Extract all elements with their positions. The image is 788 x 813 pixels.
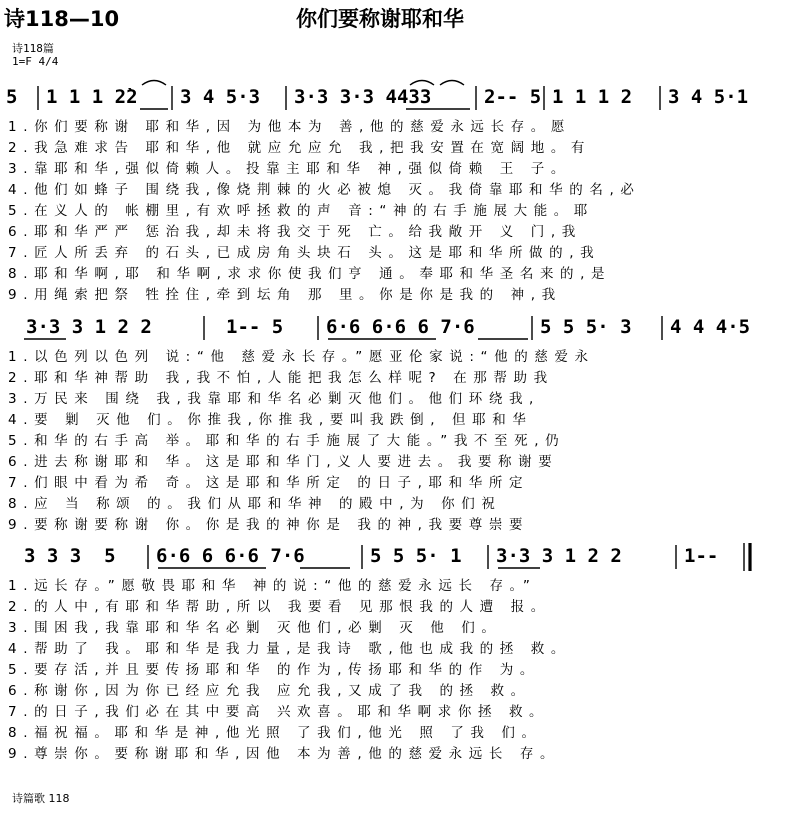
lyric-line: 1.以色列以色列 说:“他 慈爱永长存。”愿亚伦家说:“他的慈爱永 bbox=[8, 349, 595, 365]
measure: 3·3 3 1 2 2 bbox=[26, 316, 152, 338]
lyric-line: 5.和华的右手高 举。耶和华的右手施展了大能。”我不至死,仍 bbox=[8, 433, 566, 449]
lyric-line: 4.要 剿 灭他 们。你推我,你推我,要叫我跌倒, 但耶和华 bbox=[8, 412, 533, 428]
lyric-line: 1.远长存。”愿敬畏耶和华 神的说:“他的慈爱永远长 存。” bbox=[8, 578, 537, 594]
tie-mark bbox=[410, 81, 434, 86]
measure: 1 1 1 2̀2 bbox=[46, 86, 138, 108]
lyric-line: 9.要称谢要称谢 你。你是我的神你是 我的神,我要尊崇要 bbox=[8, 517, 530, 533]
key-signature: 1=F 4/4 bbox=[12, 55, 59, 68]
tie-mark bbox=[142, 81, 166, 86]
measure: 5 5 5· 1 bbox=[370, 545, 462, 567]
measure: 3·3 3·3 4433 bbox=[294, 86, 432, 108]
lyric-line: 8.耶和华啊,耶 和华啊,求求你使我们亨 通。奉耶和华圣名来的,是 bbox=[8, 266, 612, 282]
measure: 1-- bbox=[684, 545, 719, 567]
lyric-line: 7.们眼中看为希 奇。这是耶和华所定 的日子,耶和华所定 bbox=[8, 475, 530, 491]
lyric-line: 2.我急难求告 耶和华,他 就应允应允 我,把我安置在宽阔地。有 bbox=[8, 140, 592, 156]
lyric-line: 7.的日子,我们必在其中要高 兴欢喜。耶和华啊求你拯 救。 bbox=[8, 704, 550, 720]
measure: 3 4 5·3 bbox=[180, 86, 261, 108]
lyric-line: 1.你们要称谢 耶和华,因 为他本为 善,他的慈爱永远长存。愿 bbox=[8, 119, 571, 135]
lyric-line: 6.进去称谢耶和 华。这是耶和华门,义人要进去。我要称谢要 bbox=[8, 454, 559, 470]
source-label: 诗118篇 bbox=[12, 42, 54, 55]
measure: 3 3 3 5 bbox=[24, 545, 116, 567]
lyric-line: 2.耶和华神帮助 我,我不怕,人能把我怎么样呢? 在那帮助我 bbox=[8, 370, 554, 386]
lyric-line: 2.的人中,有耶和华帮助,所以 我要看 见那恨我的人遭 报。 bbox=[8, 599, 551, 615]
measure: 2-- 5 bbox=[484, 86, 542, 108]
measure: 4 4 4·5 bbox=[670, 316, 751, 338]
hymn-title: 你们要称谢耶和华 bbox=[296, 7, 464, 31]
measure: 3·3 3 1 2 2 bbox=[496, 545, 622, 567]
measure: 5 5 5· 3 bbox=[540, 316, 632, 338]
lyric-line: 7.匠人所丢弃 的石头,已成房角头块石 头。这是耶和华所做的,我 bbox=[8, 245, 601, 261]
footer-label: 诗篇歌 118 bbox=[12, 792, 70, 805]
pickup-note: 5 bbox=[6, 86, 18, 108]
measure: 1-- 5 bbox=[226, 316, 284, 338]
lyric-line: 8.应 当 称颂 的。我们从耶和华神 的殿中,为 你们祝 bbox=[8, 496, 502, 512]
lyric-line: 5.要存活,并且要传扬耶和华 的作为,传扬耶和华的作 为。 bbox=[8, 662, 540, 678]
lyric-line: 9.尊崇你。要称谢耶和华,因他 本为善,他的慈爱永远长 存。 bbox=[8, 746, 561, 762]
lyric-line: 6.耶和华严严 惩治我,却未将我交于死 亡。给我敞开 义 门,我 bbox=[8, 224, 582, 240]
measure: 1 1 1 2 bbox=[552, 86, 633, 108]
lyric-line: 3.万民来 围绕 我,我靠耶和华名必剿灭他们。他们环绕我, bbox=[8, 391, 540, 407]
lyric-line: 4.帮助了 我。耶和华是我力量,是我诗 歌,他也成我的拯 救。 bbox=[8, 641, 571, 657]
lyric-line: 5.在义人的 帐棚里,有欢呼拯救的声 音:“神的右手施展大能。耶 bbox=[8, 203, 594, 219]
measure: 3 4 5·1 bbox=[668, 86, 749, 108]
measure: 6·6 6·6 6 7·6 bbox=[326, 316, 475, 338]
lyric-line: 3.靠耶和华,强似倚赖人。投靠主耶和华 神,强似倚赖 王 子。 bbox=[8, 161, 571, 177]
hymn-number: 诗118—10 bbox=[4, 7, 120, 31]
lyric-line: 3.围困我,我靠耶和华名必剿 灭他们,必剿 灭 他 们。 bbox=[8, 620, 502, 636]
measure: 6·6 6 6·6 7·6 bbox=[156, 545, 305, 567]
lyric-line: 8.福祝福。耶和华是神,他光照 了我们,他光 照 了我 们。 bbox=[8, 725, 542, 741]
lyric-line: 4.他们如蜂子 围绕我,像烧荆棘的火必被熄 灭。我倚靠耶和华的名,必 bbox=[8, 182, 641, 198]
lyric-line: 9.用绳索把祭 牲拴住,牵到坛角 那 里。你是你是我的 神,我 bbox=[8, 287, 562, 303]
tie-mark bbox=[440, 81, 464, 86]
lyric-line: 6.称谢你,因为你已经应允我 应允我,又成了我 的拯 救。 bbox=[8, 683, 531, 699]
